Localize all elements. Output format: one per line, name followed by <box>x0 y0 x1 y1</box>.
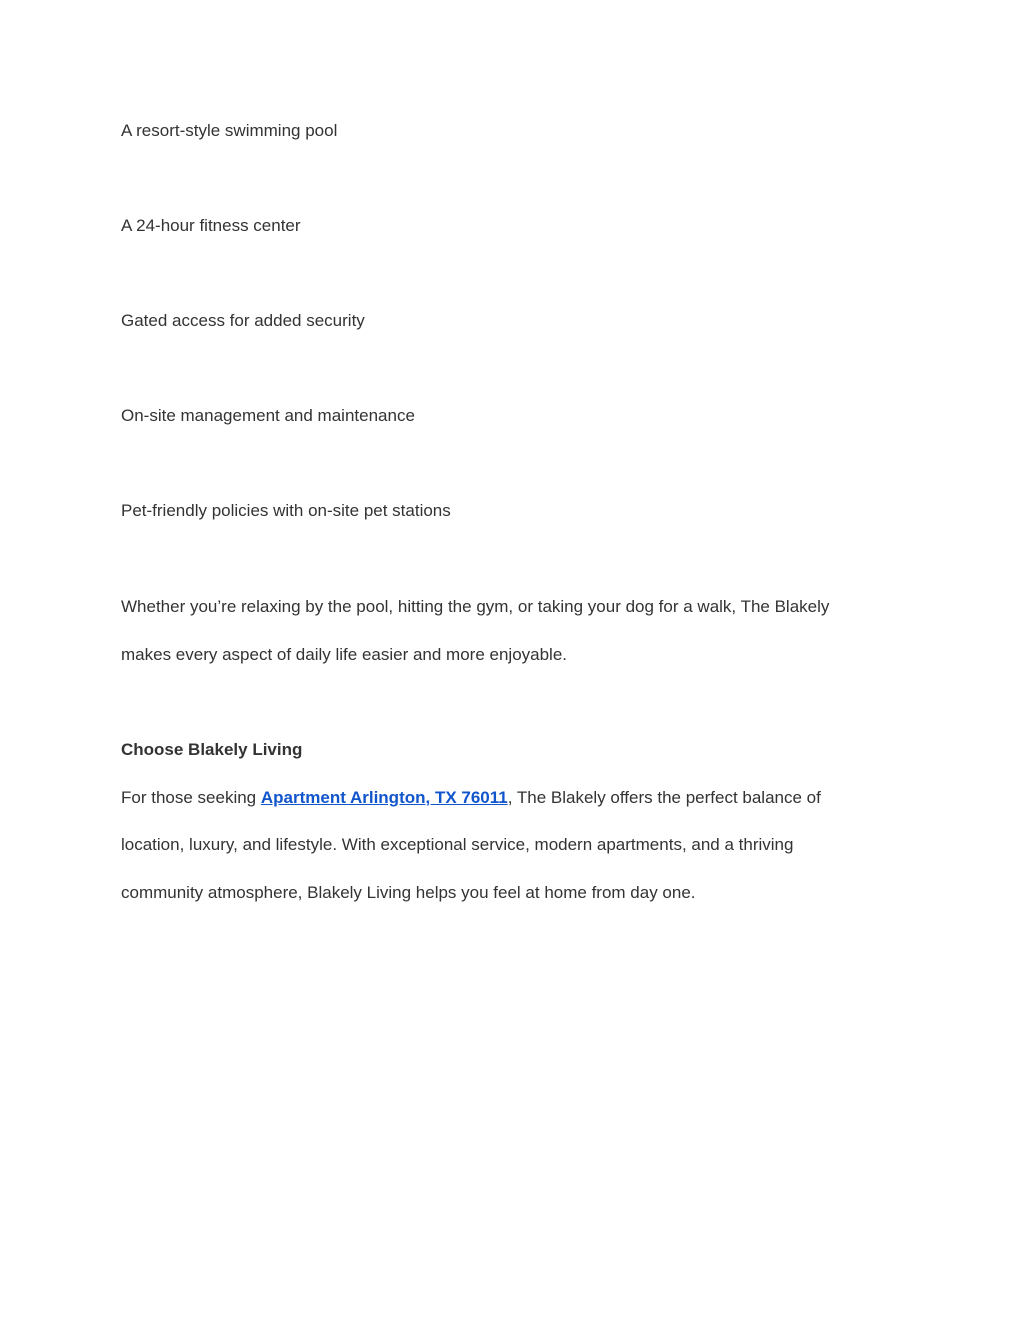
section-paragraph-line-3: community atmosphere, Blakely Living helps you feel at home from day one. <box>121 883 696 902</box>
amenity-fitness: A 24-hour fitness center <box>121 216 301 235</box>
apartment-arlington-link[interactable]: Apartment Arlington, TX 76011 <box>260 788 508 807</box>
section-paragraph-line-1 <box>121 788 821 808</box>
section-heading: Choose Blakely Living <box>121 740 303 759</box>
amenity-gated-access: Gated access for added security <box>121 311 365 330</box>
amenity-management: On-site management and maintenance <box>121 406 415 425</box>
summary-line-1: Whether you’re relaxing by the pool, hitting the gym, or taking your dog for a walk, The Blakely <box>121 597 830 616</box>
paragraph-suffix: , The Blakely offers the perfect balance of <box>507 788 821 807</box>
amenity-pet-friendly: Pet-friendly policies with on-site pet stations <box>121 501 451 520</box>
paragraph-prefix: For those seeking <box>121 788 261 807</box>
amenity-pool: A resort-style swimming pool <box>121 121 338 140</box>
section-paragraph-line-2: location, luxury, and lifestyle. With exceptional service, modern apartments, and a thriving <box>121 835 794 854</box>
summary-line-2: makes every aspect of daily life easier and more enjoyable. <box>121 645 568 664</box>
